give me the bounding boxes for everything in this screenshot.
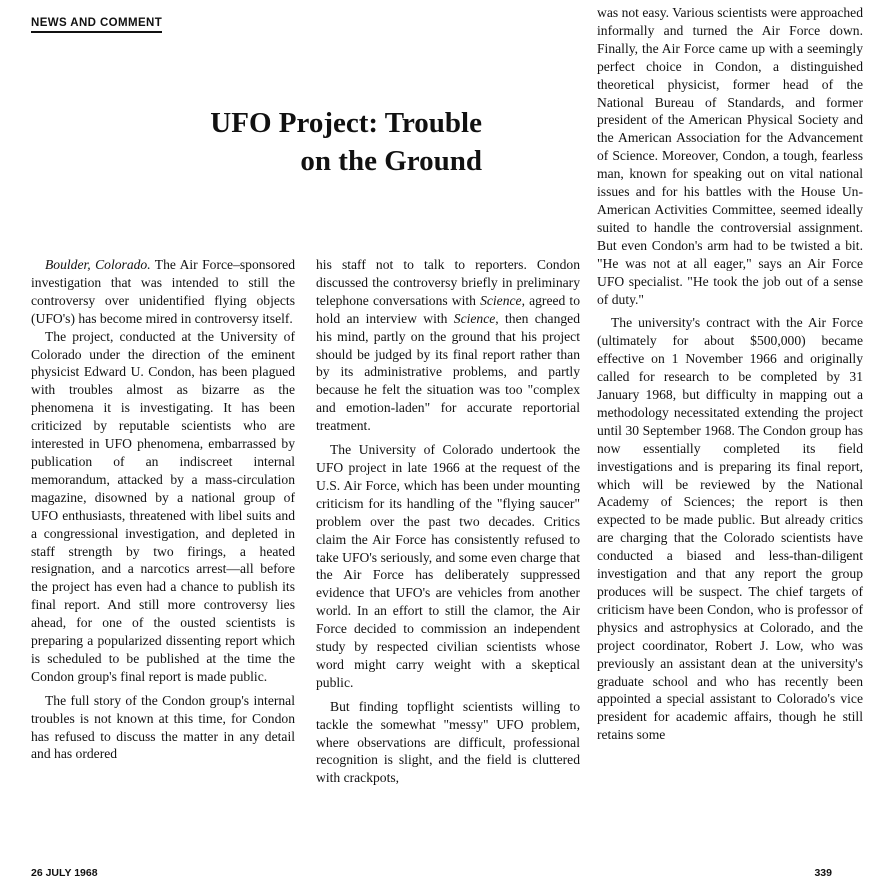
article-column-2 [316,256,580,787]
journal-name: Science [480,292,522,308]
paragraph-text: The Air Force–sponsored investigation that was intended to still the controversy over unidentified flying objects (UFO's) has become mired in controversy itself. [31,257,295,326]
paragraph: The university's contract with the Air Force (ultimately for about $500,000) became effective on 1 November 1966 and originally called for research to be completed by 31 January 1968, but difficulty in mapping out a methodology necessitated extending the project until 30 September 1968. The Condon group has now essentially completed its field investigations and is preparing its final report, which will be reviewed by the National Academy of Sciences; the report is then expected to be made public. But already critics are charging that the Colorado scientists have conducted a biased and less-than-diligent investigation and that any report the group produces will be suspect. The chief targets of criticism have been Condon, who is professor of physics and astrophysics at Colorado, and the project coordinator, Robert J. Low, who was previously an assistant dean at the university's graduate school and who has recently been appointed a special assistant to Colorado's vice president for academic affairs, though he still retains some [597,315,863,743]
paragraph: The full story of the Condon group's internal troubles is not known at this time, for Condon has refused to discuss the matter in any detail and has ordered [31,692,295,762]
headline-line-1: UFO Project: Trouble [210,107,482,139]
paragraph [316,256,580,435]
paragraph-text: his staff not to talk to reporters. Condon discussed the controversy briefly in preliminary telephone conversations with [316,257,580,308]
paragraph-text: , agreed to hold an interview with [316,292,580,326]
paragraph: The University of Colorado undertook the UFO project in late 1966 at the request of the U.S. Air Force, which has been under mounting criticism for its handling of the "flying saucer" problem over the past two decades. Critics claim the Air Force has consistently refused to take UFO's seriously, and some even charge that the Air Force has deliberately suppressed evidence that UFO's are vehicles from another world. In an effort to still the clamor, the Air Force decided to commission an independent study by respected civilian scientists whose word might carry weight with a skeptical public. [316,442,580,690]
page-number: 339 [814,867,832,879]
paragraph: was not easy. Various scientists were approached informally and turned the Air Force down. Finally, the Air Force came up with a seemingly perfect choice in Condon, a distinguished theoretical physicist, former head of the National Bureau of Standards, and former president of the American Physical Society and the American Association for the Advancement of Science. Moreover, Condon, a tough, fearless man, known for speaking out on vital national issues and for his battles with the House Un-American Activities Committee, seemed ideally suited to handle the controversial assignment. But even Condon's arm had to be twisted a bit. "He was not at all eager," says an Air Force UFO specialist. "He took the job out of a sense of duty." [597,5,863,307]
section-label: NEWS AND COMMENT [31,17,162,33]
journal-name: Science [453,310,496,326]
paragraph [31,256,295,328]
headline [160,104,482,180]
headline-line-2: on the Ground [300,145,482,177]
article-column-3 [597,4,863,744]
paragraph: But finding topflight scientists willing to tackle the somewhat "messy" UFO problem, where observations are difficult, professional recognition is slight, and the field is cluttered with crackpots, [316,698,580,786]
issue-date: 26 JULY 1968 [31,867,98,879]
article-column-1 [31,256,295,763]
paragraph: The project, conducted at the University of Colorado under the direction of the eminent physicist Edward U. Condon, has been plagued with troubles almost as bizarre as the phenomena it is investigating. It has been criticized by reputable scientists who are interested in UFO phenomena, embarrassed by publication of an indiscreet internal memorandum, attacked by a mass-circulation magazine, disowned by a national group of UFO enthusiasts, threatened with libel suits and a congressional investigation, and depleted in staff strength by two firings, a heated resignation, and a narcotics arrest—all before the project has even had a chance to publish its final report. And still more controversy lies ahead, for one of the ousted scientists is preparing a popularized dissenting report which is scheduled to be published at the time the Condon group's final report is made public. [31,328,295,684]
dateline: Boulder, Colorado. [45,257,151,272]
paragraph-text: , then changed his mind, partly on the ground that his project should be judged by its final report rather than by its administrative problems, and partly because he felt the situation was too "complex and emotion-laden" for accurate reportorial treatment. [316,310,580,434]
